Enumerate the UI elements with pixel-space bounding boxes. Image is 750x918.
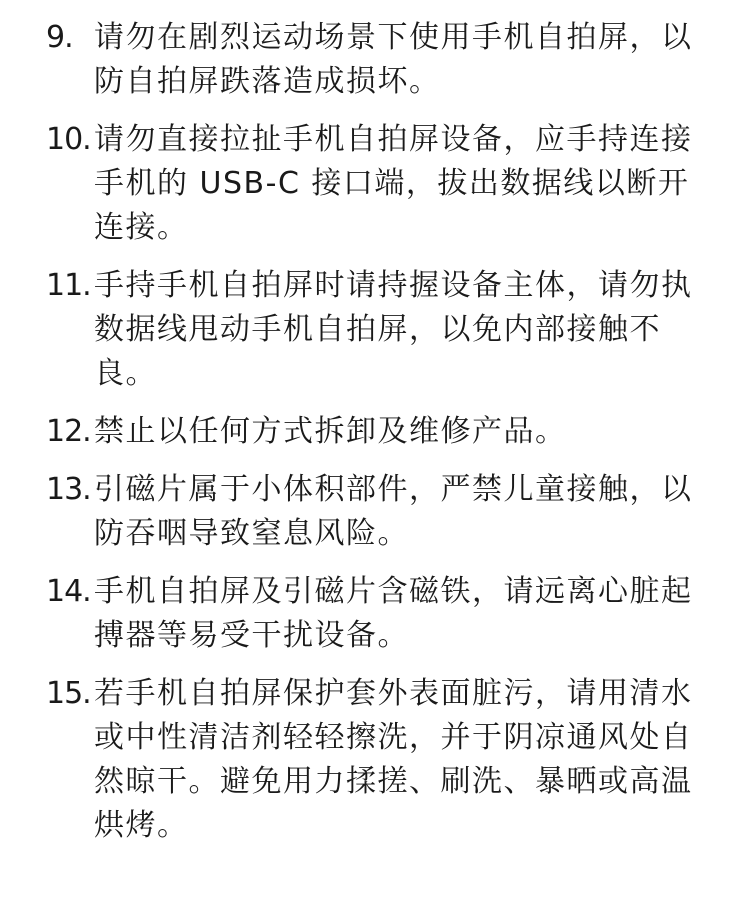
notice-text: 引磁片属于小体积部件，严禁儿童接触，以防吞咽导致窒息风险。 <box>94 472 693 551</box>
notice-text: 手持手机自拍屏时请持握设备主体，请勿执数据线甩动手机自拍屏，以免内部接触不良。 <box>94 268 693 391</box>
notice-text: 请勿在剧烈运动场景下使用手机自拍屏，以防自拍屏跌落造成损坏。 <box>94 20 693 99</box>
notice-number: 15. <box>46 676 91 711</box>
safety-notice-list <box>0 16 750 862</box>
notice-number: 14. <box>46 574 91 609</box>
notice-number: 12. <box>46 414 91 449</box>
notice-item-9 <box>0 16 750 104</box>
notice-item-15 <box>0 672 750 848</box>
notice-number: 9. <box>46 20 73 55</box>
notice-item-10 <box>0 118 750 250</box>
notice-number: 11. <box>46 268 91 303</box>
notice-item-11 <box>0 264 750 396</box>
notice-text: 请勿直接拉扯手机自拍屏设备，应手持连接手机的 USB-C 接口端，拔出数据线以断开连接。 <box>94 122 693 245</box>
notice-item-14 <box>0 570 750 658</box>
notice-item-13 <box>0 468 750 556</box>
notice-item-12 <box>0 410 750 454</box>
notice-number: 13. <box>46 472 91 507</box>
notice-number: 10. <box>46 122 91 157</box>
notice-text: 禁止以任何方式拆卸及维修产品。 <box>94 414 567 449</box>
notice-text: 手机自拍屏及引磁片含磁铁，请远离心脏起搏器等易受干扰设备。 <box>94 574 693 653</box>
notice-text: 若手机自拍屏保护套外表面脏污，请用清水或中性清洁剂轻轻擦洗，并于阴凉通风处自然晾干。避免用力揉搓、刷洗、暴晒或高温烘烤。 <box>94 676 693 843</box>
